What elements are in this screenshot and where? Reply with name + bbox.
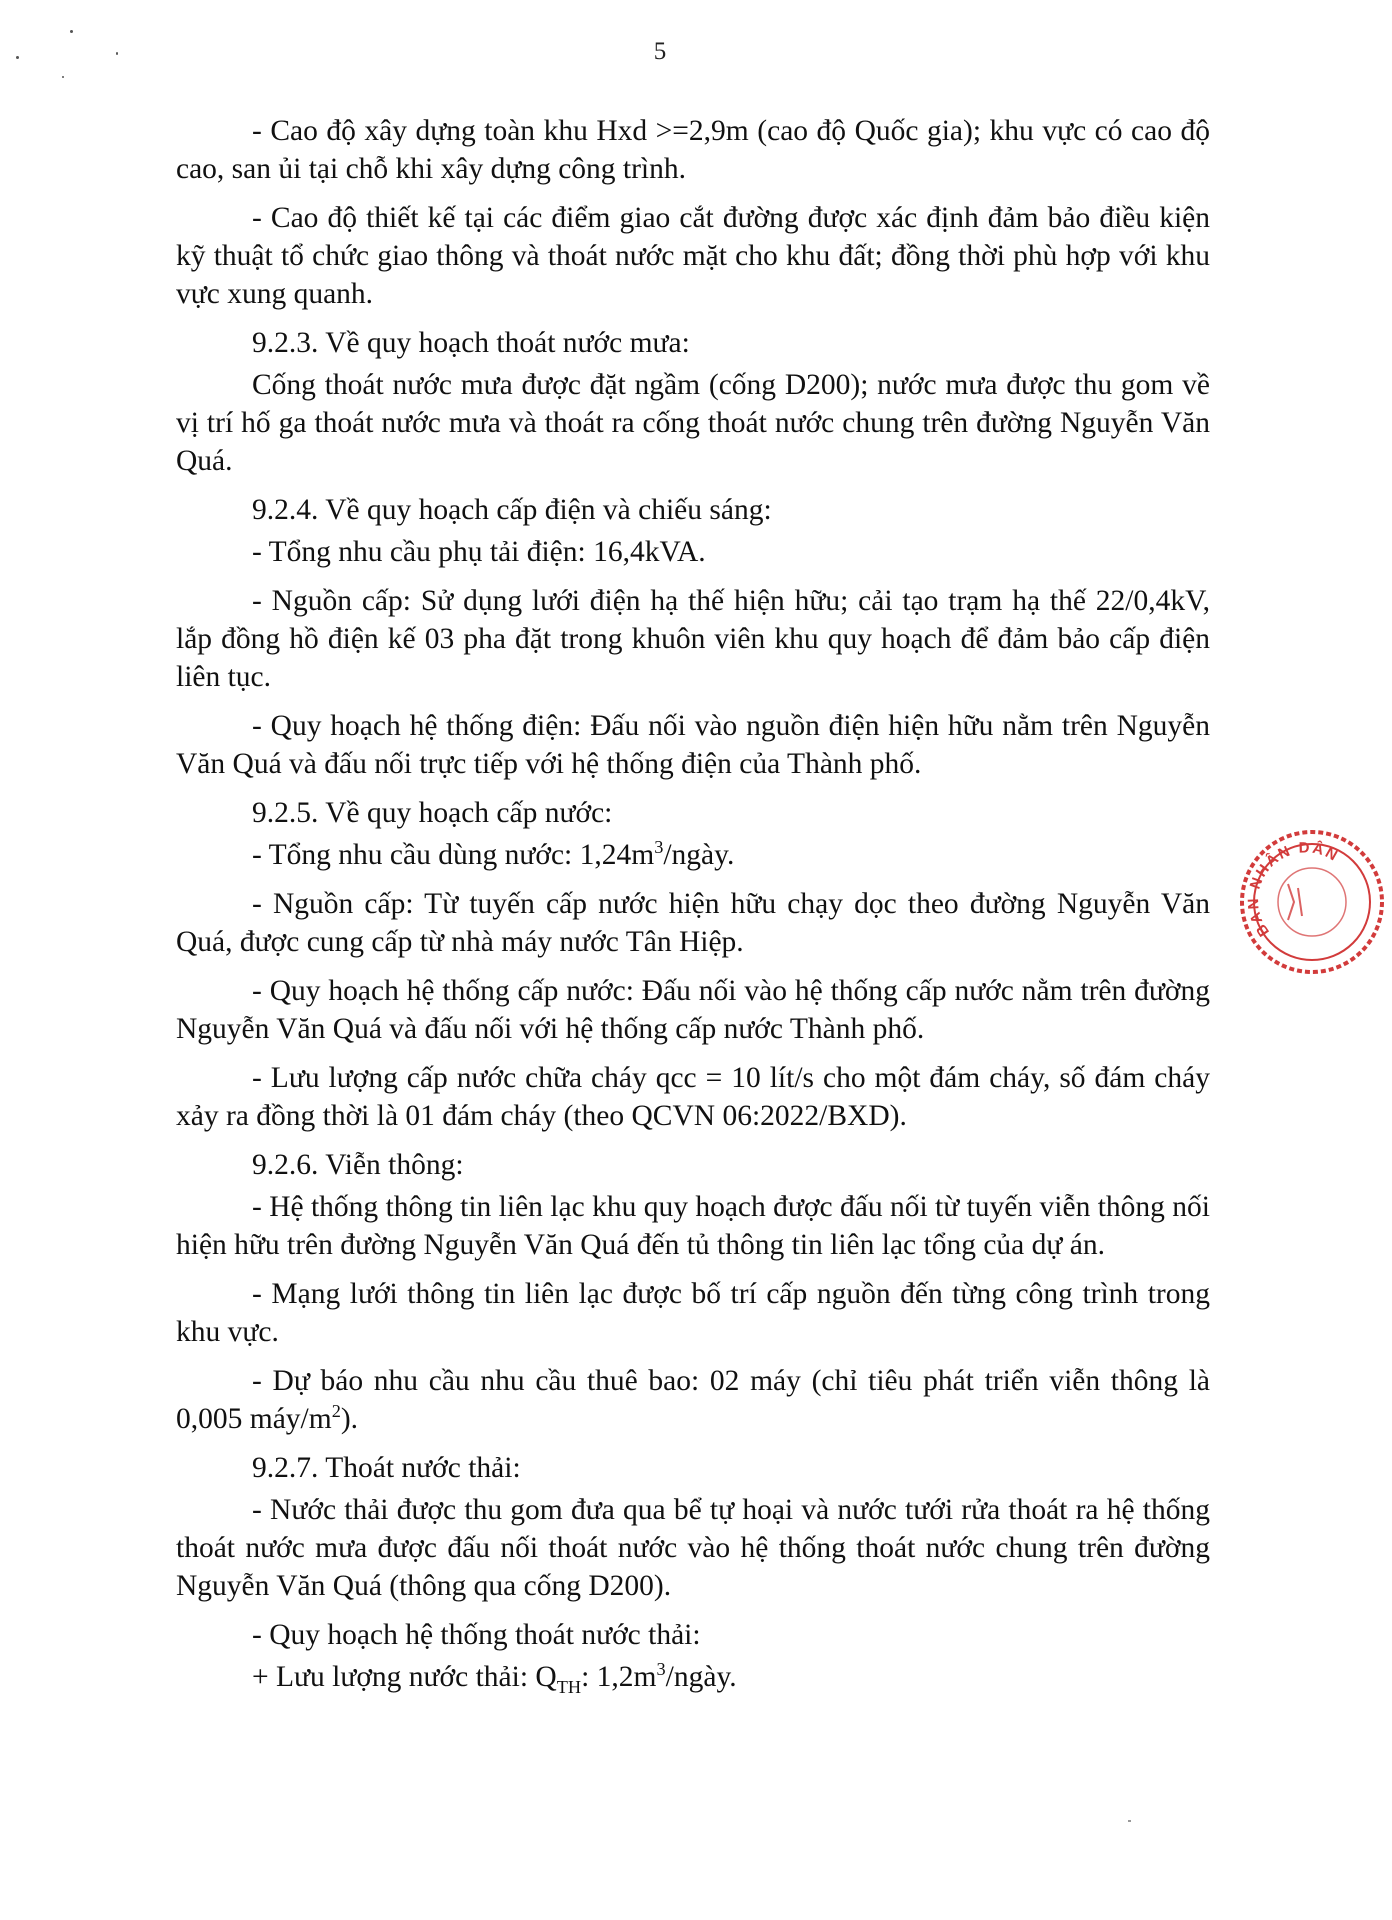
subscriber-forecast-text: - Dự báo nhu cầu nhu cầu thuê bao: 02 máy (chỉ tiêu phát triển viễn thông là 0,005 máy/m <box>176 1365 1210 1435</box>
water-demand-text: - Tổng nhu cầu dùng nước: 1,24m <box>252 839 655 871</box>
wastewater-flow-text: + Lưu lượng nước thải: Q <box>252 1661 557 1693</box>
subscriber-forecast-end: ). <box>340 1403 359 1435</box>
page-number: 5 <box>653 38 667 65</box>
paragraph-wastewater-flow <box>176 1658 1210 1696</box>
heading-9-2-6: 9.2.6. Viễn thông: <box>252 1149 464 1181</box>
paragraph-construction-elevation: - Cao độ xây dựng toàn khu Hxd >=2,9m (cao độ Quốc gia); khu vực có cao độ cao, san ủi tại chỗ khi xây dựng công trình. <box>176 115 1210 185</box>
seal-core-ring <box>1278 868 1346 936</box>
paragraph-water-source: - Nguồn cấp: Từ tuyến cấp nước hiện hữu chạy dọc theo đường Nguyễn Văn Quá, được cung cấp từ nhà máy nước Tân Hiệp. <box>176 888 1210 958</box>
wastewater-flow-sup: 3 <box>656 1659 666 1680</box>
wastewater-flow-unit: /ngày. <box>665 1661 737 1693</box>
paragraph-telecom-network: - Mạng lưới thông tin liên lạc được bố trí cấp nguồn đến từng công trình trong khu vực. <box>176 1278 1210 1348</box>
paragraph-wastewater-system: - Quy hoạch hệ thống thoát nước thải: <box>252 1619 701 1651</box>
paragraph-power-demand: - Tổng nhu cầu phụ tải điện: 16,4kVA. <box>252 536 706 568</box>
paragraph-subscriber-forecast <box>176 1362 1210 1438</box>
paragraph-water-system: - Quy hoạch hệ thống cấp nước: Đấu nối vào hệ thống cấp nước nằm trên đường Nguyễn Văn Quá và đấu nối với hệ thống cấp nước Thành phố. <box>176 975 1210 1045</box>
paragraph-wastewater-collection: - Nước thải được thu gom đưa qua bể tự hoại và nước tưới rửa thoát ra hệ thống thoát nước mưa được đấu nối thoát nước vào hệ thống thoát nước chung trên đường Nguyễn Văn Quá (thông qua cống D200). <box>176 1494 1210 1602</box>
heading-9-2-3: 9.2.3. Về quy hoạch thoát nước mưa: <box>252 327 690 359</box>
paragraph-power-system: - Quy hoạch hệ thống điện: Đấu nối vào nguồn điện hiện hữu nằm trên Nguyễn Văn Quá và đấu nối trực tiếp với hệ thống điện của Thành phố. <box>176 710 1210 780</box>
seal-text <box>1245 839 1342 940</box>
subscriber-forecast-sup: 2 <box>331 1401 341 1422</box>
wastewater-flow-sub: TH <box>556 1676 582 1697</box>
seal-emblem <box>1288 884 1302 920</box>
scan-speck <box>1128 1820 1131 1822</box>
water-demand-sup: 3 <box>654 837 664 858</box>
paragraph-water-demand <box>176 836 1210 874</box>
heading-9-2-7: 9.2.7. Thoát nước thải: <box>252 1452 521 1484</box>
paragraph-stormwater: Cống thoát nước mưa được đặt ngầm (cống D200); nước mưa được thu gom về vị trí hố ga thoát nước mưa và thoát ra cống thoát nước chung trên đường Nguyễn Văn Quá. <box>176 369 1210 477</box>
seal-text-path: BAN NHÂN DÂN <box>1244 839 1342 940</box>
wastewater-flow-value: : 1,2m <box>581 1661 657 1693</box>
heading-9-2-4: 9.2.4. Về quy hoạch cấp điện và chiếu sáng: <box>252 494 772 526</box>
water-demand-unit: /ngày. <box>663 839 735 871</box>
scan-speck <box>70 30 73 33</box>
paragraph-telecom-connection: - Hệ thống thông tin liên lạc khu quy hoạch được đấu nối từ tuyến viễn thông nối hiện hữu trên đường Nguyễn Văn Quá đến tủ thông tin liên lạc tổng của dự án. <box>176 1191 1210 1261</box>
paragraph-design-elevation: - Cao độ thiết kế tại các điểm giao cắt đường được xác định đảm bảo điều kiện kỹ thuật tổ chức giao thông và thoát nước mặt cho khu đất; đồng thời phù hợp với khu vực xung quanh. <box>176 202 1210 310</box>
document-body <box>176 112 1210 1707</box>
heading-9-2-5: 9.2.5. Về quy hoạch cấp nước: <box>252 797 613 829</box>
paragraph-power-source: - Nguồn cấp: Sử dụng lưới điện hạ thế hiện hữu; cải tạo trạm hạ thế 22/0,4kV, lắp đồng hồ điện kế 03 pha đặt trong khuôn viên khu quy hoạch để đảm bảo cấp điện liên tục. <box>176 585 1210 693</box>
official-seal-stamp <box>1232 822 1392 982</box>
paragraph-fire-water: - Lưu lượng cấp nước chữa cháy qcc = 10 lít/s cho một đám cháy, số đám cháy xảy ra đồng thời là 01 đám cháy (theo QCVN 06:2022/BXD). <box>176 1062 1210 1132</box>
scan-speck <box>62 76 64 78</box>
